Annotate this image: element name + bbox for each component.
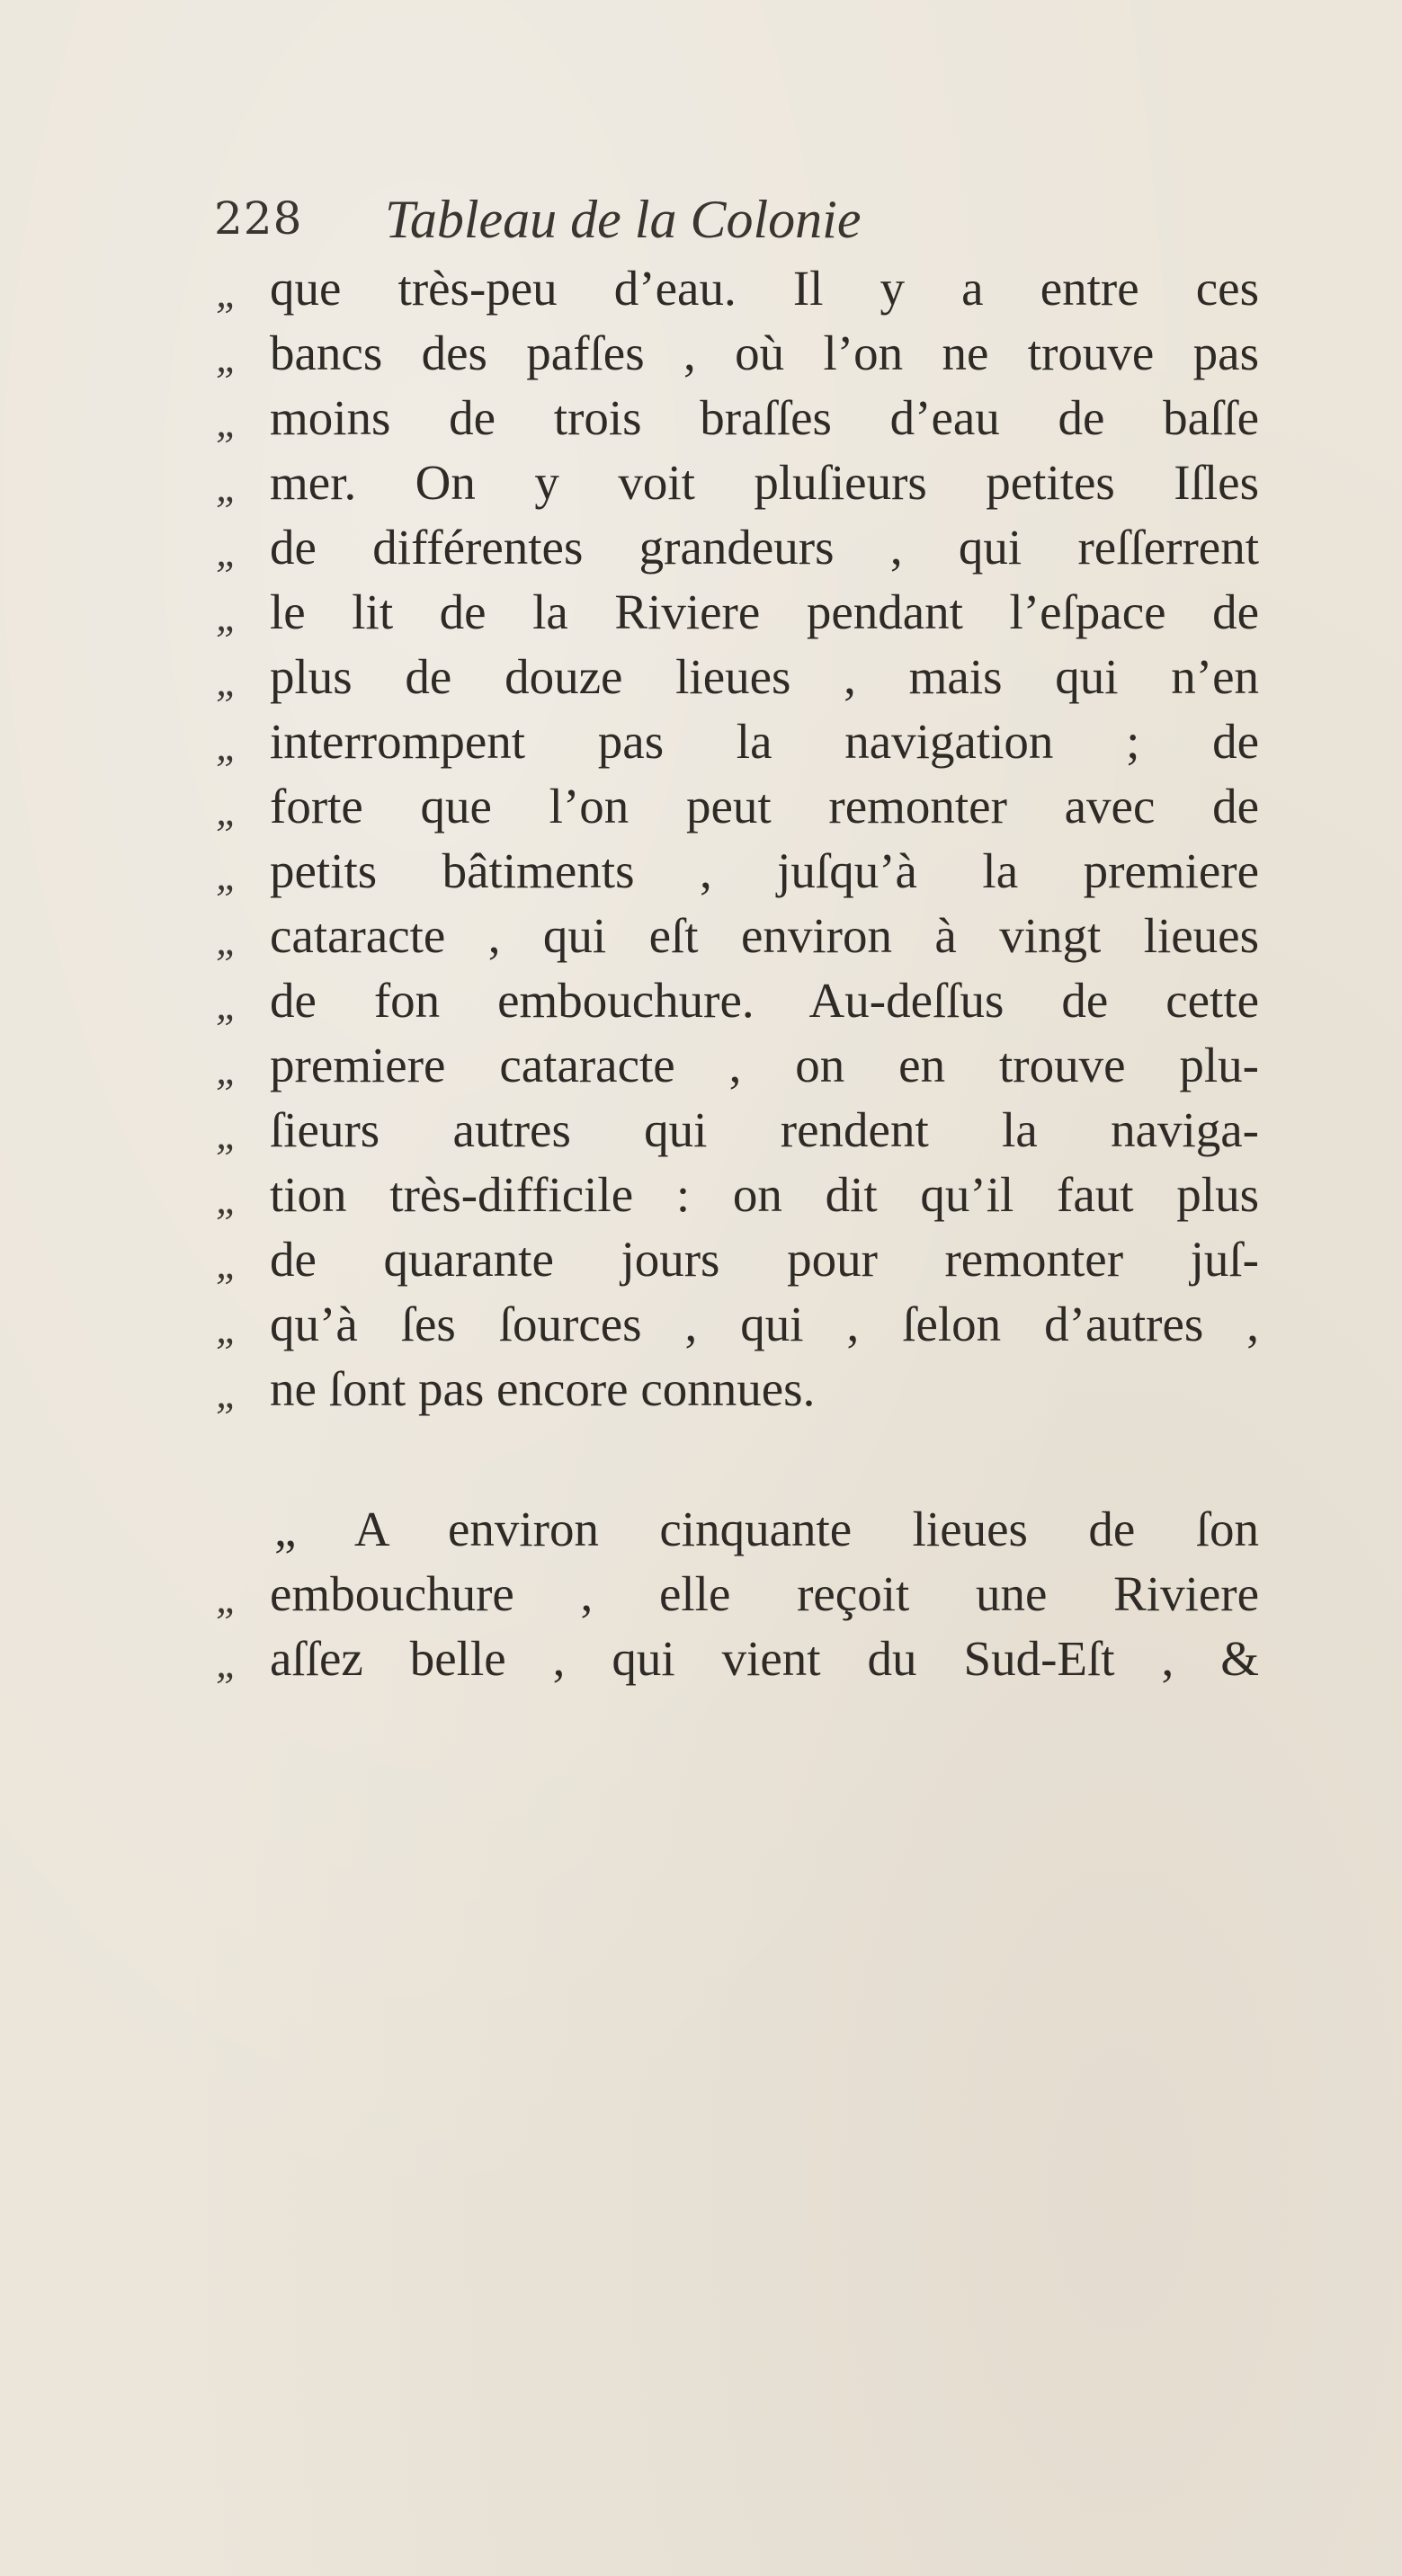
running-title: Tableau de la Colonie [385,190,862,249]
quote-marker: „ [216,529,239,575]
quote-marker: „ [216,1306,239,1351]
text-line [0,1357,1402,1422]
text-line [0,968,1402,1033]
line-text: tion très-difficile : on dit qu’il faut plus [270,1167,1259,1222]
line-text: aſſez belle , qui vient du Sud-Eſt , & [270,1631,1259,1686]
text-line [0,580,1402,645]
quote-marker: „ [216,1176,239,1222]
quote-marker: „ [216,1370,239,1416]
text-line [0,645,1402,709]
text-line [0,1033,1402,1098]
line-text: premiere cataracte , on en trouve plu- [270,1038,1259,1092]
quote-marker: „ [216,658,239,704]
quote-marker: „ [216,1575,239,1621]
page-number: 228 [214,192,303,245]
line-text: plus de douze lieues , mais qui n’en [270,649,1259,704]
text-line [0,709,1402,774]
text-line [0,1562,1402,1627]
page-header [214,192,1203,255]
paragraph-first-line [0,1497,1402,1562]
line-text: ſieurs autres qui rendent la naviga- [270,1102,1259,1157]
quote-marker: „ [216,270,239,316]
line-text: moins de trois braſſes d’eau de baſſe [270,390,1259,445]
line-text: de fon embouchure. Au-deſſus de cette [270,973,1259,1028]
quote-marker: „ [216,1047,239,1092]
quote-marker: „ [216,334,239,380]
line-text: interrompent pas la navigation ; de [270,714,1259,769]
text-line [0,904,1402,968]
quote-marker: „ [216,917,239,963]
text-line [0,1227,1402,1292]
line-text: mer. On y voit pluſieurs petites Iſles [270,455,1259,510]
text-line [0,1292,1402,1357]
quote-marker: „ [216,593,239,639]
line-text: que très-peu d’eau. Il y a entre ces [270,261,1259,316]
quote-marker: „ [216,1241,239,1287]
line-text: de quarante jours pour remonter juſ- [270,1232,1259,1287]
line-text: bancs des pafſes , où l’on ne trouve pas [270,325,1259,380]
line-text: de différentes grandeurs , qui reſſerrent [270,520,1259,575]
text-line [0,1627,1402,1691]
text-line [0,450,1402,515]
quote-marker: „ [216,852,239,898]
line-text: qu’à ſes ſources , qui , ſelon d’autres , [270,1297,1259,1351]
quote-marker: „ [216,1640,239,1686]
text-line [0,839,1402,904]
line-text: cataracte , qui eſt environ à vingt lieues [270,908,1259,963]
line-text: forte que l’on peut remonter avec de [270,779,1259,833]
quote-marker: „ [216,399,239,445]
line-text: petits bâtiments , juſqu’à la premiere [270,843,1259,898]
text-line [0,386,1402,450]
line-text: ne ſont pas encore connues. [270,1361,816,1416]
text-line [0,1098,1402,1163]
line-text: „ A environ cinquante lieues de ſon [274,1502,1259,1556]
text-line [0,515,1402,580]
quote-marker: „ [216,788,239,833]
quote-marker: „ [216,464,239,510]
text-line [0,1163,1402,1227]
quote-marker: „ [216,1111,239,1157]
text-line [0,256,1402,321]
text-line [0,774,1402,839]
quote-marker: „ [216,982,239,1028]
line-text: embouchure , elle reçoit une Riviere [270,1566,1259,1621]
text-line [0,321,1402,386]
quote-marker: „ [216,723,239,769]
line-text: le lit de la Riviere pendant l’eſpace de [270,584,1259,639]
